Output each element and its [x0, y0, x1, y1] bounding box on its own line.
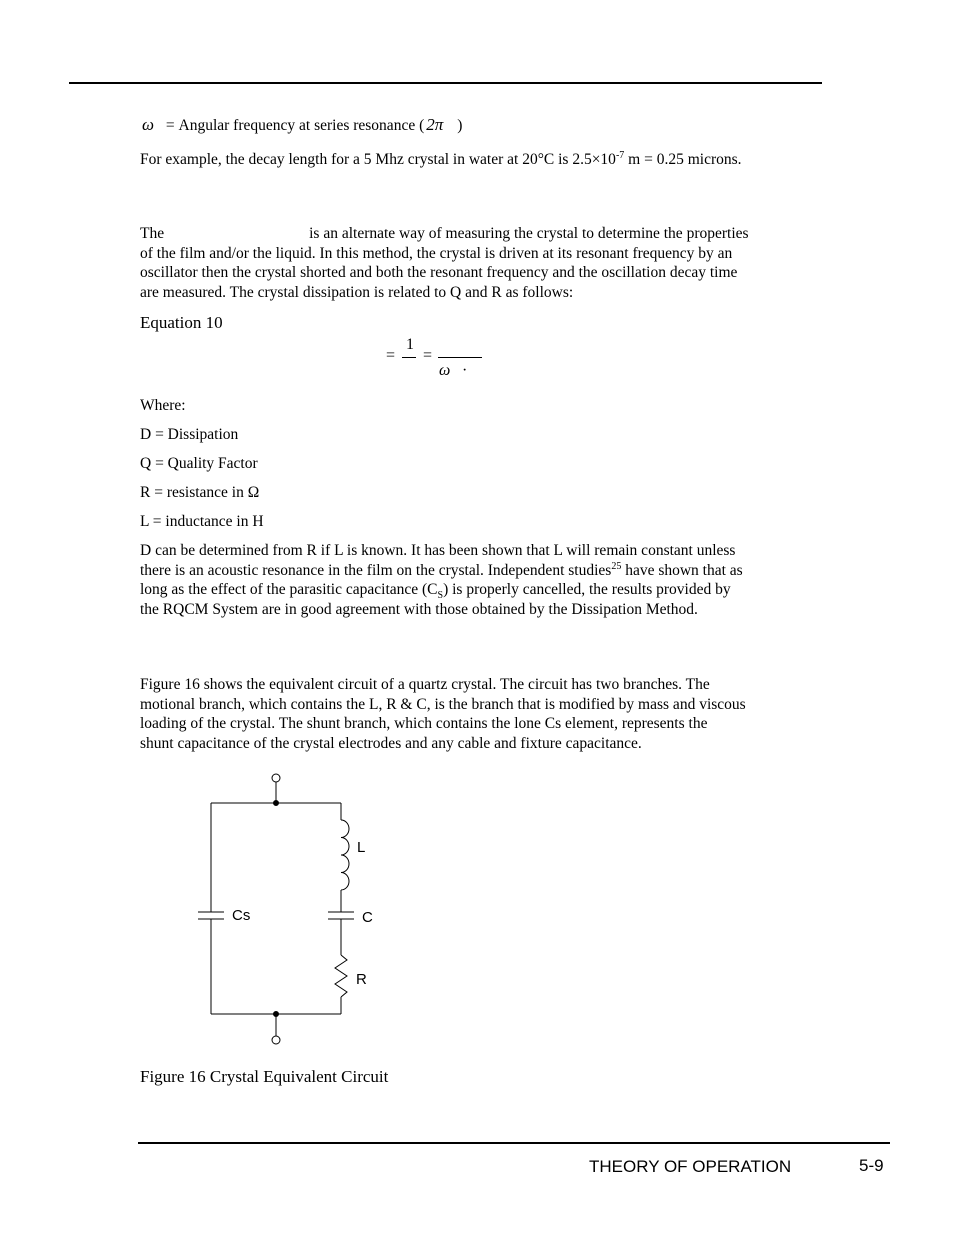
- decay-text: For example, the decay length for a 5 Mhz crystal in water at 20°C is 2.5×10: [140, 151, 616, 168]
- top-terminal: [272, 774, 280, 782]
- subscript: S: [437, 590, 444, 602]
- para-rest: is an alternate way of measuring the crystal to determine the properties: [309, 225, 749, 242]
- eq-omega: ω: [439, 362, 451, 379]
- decay-exponent: -7: [615, 149, 625, 161]
- footer-rule: [138, 1142, 890, 1144]
- para-line: the RQCM System are in good agreement with those obtained by the Dissipation Method.: [140, 600, 698, 618]
- where-item-quality: Q = Quality Factor: [140, 455, 258, 472]
- para-line: shunt capacitance of the crystal electrodes and any cable and fixture capacitance.: [140, 734, 642, 752]
- where-item-resistance: R = resistance in Ω: [140, 484, 260, 501]
- para-text: ) is properly cancelled, the results provided by: [443, 581, 731, 599]
- label-cs: Cs: [232, 907, 251, 924]
- eq-numerator: 1: [406, 336, 414, 353]
- para-line: loading of the crystal. The shunt branch, which contains the lone Cs element, represents the: [140, 715, 708, 733]
- omega-text: = Angular frequency at series resonance (: [165, 117, 425, 134]
- omega-close: ): [457, 117, 463, 134]
- eq-fraction-bar-1: [402, 357, 416, 358]
- footnote-ref: 25: [611, 560, 622, 572]
- equation-label: Equation 10: [140, 313, 223, 332]
- para-line: of the film and/or the liquid. In this method, the crystal is driven at its resonant frequency by an: [140, 244, 733, 262]
- label-c: C: [362, 909, 373, 926]
- footer-section-title: THEORY OF OPERATION: [589, 1157, 792, 1176]
- d-paragraph: [140, 541, 840, 619]
- eq-dot: ·: [462, 362, 468, 379]
- equivalent-circuit-diagram: [190, 765, 390, 1055]
- para-text: there is an acoustic resonance in the film on the crystal. Independent studies: [140, 561, 612, 579]
- where-heading: Where:: [140, 397, 186, 414]
- two-pi: 2π: [426, 115, 444, 134]
- omega-definition: [142, 115, 642, 136]
- label-r: R: [356, 971, 367, 988]
- where-item-inductance: L = inductance in H: [140, 513, 264, 530]
- para-line: Figure 16 shows the equivalent circuit of a quartz crystal. The circuit has two branches. The: [140, 676, 710, 693]
- para-text: have shown that as: [621, 561, 743, 579]
- para-line: D can be determined from R if L is known. It has been shown that L will remain constant unless: [140, 542, 736, 559]
- omega-symbol: ω: [142, 115, 155, 134]
- bottom-terminal: [272, 1036, 280, 1044]
- para-line: are measured. The crystal dissipation is related to Q and R as follows:: [140, 283, 574, 301]
- eq-sign-2: =: [423, 347, 433, 364]
- page-number: 5-9: [859, 1156, 884, 1175]
- header-rule: [69, 82, 822, 84]
- eq-sign-1: =: [386, 347, 396, 364]
- figure-caption: Figure 16 Crystal Equivalent Circuit: [140, 1067, 389, 1086]
- para-start: The: [140, 225, 165, 242]
- decay-example: [140, 150, 840, 170]
- dissipation-paragraph: [140, 224, 840, 302]
- resistor-zigzag: [335, 955, 347, 997]
- decay-text-end: m = 0.25 microns.: [624, 151, 742, 168]
- eq-fraction-bar-2: [438, 357, 482, 358]
- label-l: L: [357, 839, 366, 856]
- where-item-dissipation: D = Dissipation: [140, 426, 239, 443]
- equation: [380, 335, 490, 385]
- figure-paragraph: [140, 675, 840, 753]
- para-line: oscillator then the crystal shorted and both the resonant frequency and the oscillation decay time: [140, 264, 738, 282]
- inductor-coil: [341, 820, 349, 890]
- para-text: long as the effect of the parasitic capacitance (C: [140, 581, 438, 599]
- para-line: motional branch, which contains the L, R & C, is the branch that is modified by mass and viscous: [140, 695, 746, 713]
